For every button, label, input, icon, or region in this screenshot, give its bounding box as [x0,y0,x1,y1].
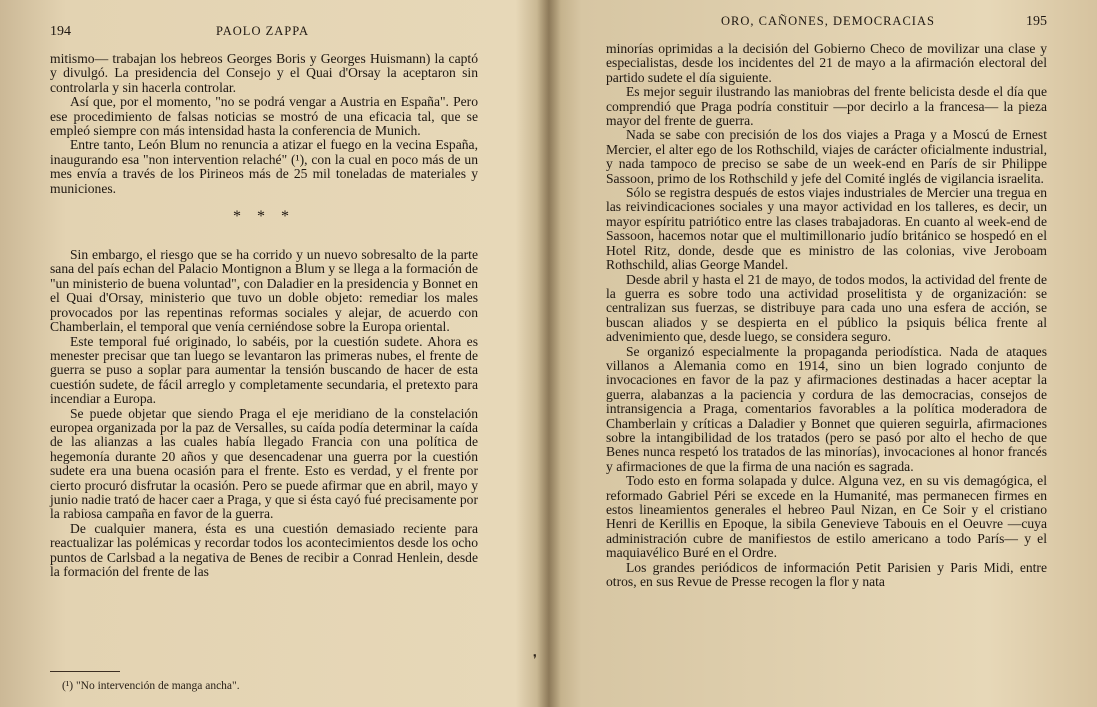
left-page-header [50,24,478,42]
right-paragraph: Se organizó especialmente la propaganda periodística. Nada de ataques villanos a Alemania como en 1914, sino un bien logrado conjunto de invocaciones en favor de la paz y afirmaciones destinadas a hacer aceptar la guerra, alabanzas a la paciencia y cordura de las democracias, consejos de intransigencia a Praga, comentarios favorables a la política moderadora de Chamberlain y críticas a Daladier y Bonnet que quieren seguirla, afirmaciones sobre la intangibilidad de los tratados (pero se pasó por alto el hecho de que Benes nunca respetó los tratados de las minorías), invocaciones al honor francés y afirmaciones de que la firma de una nación es sagrada. [606,343,1047,474]
footnote-rule [50,671,120,672]
footnote: (¹) "No intervención de manga ancha". [62,680,240,692]
section-break: * * * [233,208,295,226]
left-paragraph: Este temporal fué originado, lo sabéis, por la cuestión sudete. Ahora es menester precisar que tan luego se levantaron las primeras nubes, el frente de guerra se puso a soplar para aumentar la tensión buscando de hacer de esta cuestión sudete, de fácil arreglo y completamente secundaria, el pretexto para incendiar a Europa. [50,333,478,407]
right-paragraph: Sólo se registra después de estos viajes industriales de Mercier una tregua en las reivindicaciones sociales y una mayor actividad en los talleres, es decir, un mayor espíritu patriótico entre las clases trabajadoras. En cuanto al week-end de Sassoon, hacemos notar que el multimillonario judío británico se hospedó en el Hotel Ritz, donde, desde que es ministro de las colonias, vive Jeroboam Rothschild, alias George Mandel. [606,185,1047,273]
right-running-head: ORO, CAÑONES, DEMOCRACIAS [721,14,935,28]
left-paragraph: Así que, por el momento, "no se podrá vengar a Austria en España". Pero ese procedimiento de falsas noticias se mostró de una eficacia tal, que se empleó siempre con más intensidad hasta la conferencia de Munich. [50,94,478,139]
stray-ink-mark: ❜ [533,652,537,666]
right-paragraph: Desde abril y hasta el 21 de mayo, de todos modos, la actividad del frente de la guerra es sobre todo una actividad proselitista y de organización: se centralizan sus fuerzas, se distribuye para cada uno una esfera de acción, se buscan aliados y se despierta en el público la psiquis bélica frente al advenimiento que, desde luego, se considera seguro. [606,271,1047,345]
left-paragraph: Entre tanto, León Blum no renuncia a atizar el fuego en la vecina España, inaugurando esa "non intervention relaché" (¹), con la cual en poco más de un mes envía a través de los Pirineos más de 25 mil toneladas de materiales y municiones. [50,137,478,196]
left-page [0,0,548,707]
right-page [552,0,1097,707]
left-running-head: PAOLO ZAPPA [215,24,310,38]
left-paragraph: Sin embargo, el riesgo que se ha corrido y un nuevo sobresalto de la parte sana del país echan del Palacio Montignon a Blum y se llega a la formación de "un ministerio de buena voluntad", con Daladier en la presidencia y Bonnet en el Quai d'Orsay, ministerio que tuvo un doble objeto: remediar los males provocados por las repentinas reformas sociales y alejar, de acuerdo con Chamberlain, el temporal que venía cerniéndose sobre la Europa oriental. [50,247,478,335]
left-paragraph: mitismo— trabajan los hebreos Georges Boris y Georges Huismann) la captó y divulgó. La presidencia del Consejo y el Quai d'Orsay la aceptaron sin controlarla y sin hacerla controlar. [50,51,478,95]
left-paragraph: Se puede objetar que siendo Praga el eje meridiano de la constelación europea organizada por la paz de Versalles, su caída podía determinar la caída de las alianzas a las cuales había llegado Francia con una política de hegemonía durante 20 años y que desencadenar una guerra por la cuestión sudete era una buena ocasión para el frente. Esto es verdad, y el frente por cierto procuró disfrutar la ocasión. Pero se puede afirmar que en abril, mayo y junio nadie trató de hacer caer a Praga, y que si ésta cayó fué precisamente por la rabiosa campaña en favor de la guerra. [50,405,479,522]
right-paragraph: minorías oprimidas a la decisión del Gobierno Checo de movilizar una clase y especialistas, desde los incidentes del 21 de mayo a la afirmación electoral del partido sudete el día siguiente. [606,41,1047,85]
right-paragraph: Los grandes periódicos de información Petit Parisien y Paris Midi, entre otros, en sus Revue de Presse recogen la flor y nata [606,559,1047,590]
left-paragraph: De cualquier manera, ésta es una cuestión demasiado reciente para reactualizar las polémicas y recordar todos los acontecimientos desde los ocho puntos de Carlsbad a la negativa de Benes de recibir a Conrad Henlein, desde la formación del frente de las [50,520,478,579]
right-page-header [606,14,1047,32]
right-paragraph: Es mejor seguir ilustrando las maniobras del frente belicista desde el día que comprendió que Praga podría constituir —por decirlo a la francesa— la pieza mayor del frente de guerra. [606,84,1047,129]
left-page-number: 194 [50,24,71,39]
right-paragraph: Todo esto en forma solapada y dulce. Alguna vez, en su vis demagógica, el reformado Gabriel Péri se excede en la Humanité, mas permanecen firmes en estos lineamientos generales el hebreo Paul Nizan, en Ce Soir y el cristiano Henri de Kerillis en Epoque, la sibila Genevieve Tabouis en el Oeuvre —cuya administración cubre de manifiestos de estilo americano a todo París— y el maquiavélico Buré en el Ordre. [606,473,1047,561]
right-page-number: 195 [1025,14,1047,29]
right-paragraph: Nada se sabe con precisión de los dos viajes a Praga y a Moscú de Ernest Mercier, el alter ego de los Rothschild, viajes de carácter oficialmente industrial, y nada tampoco de preciso se sabe de un week-end en París de sir Philippe Sassoon, primo de los Rothschild y jefe del Comité inglés de vigilancia israelita. [606,127,1047,186]
